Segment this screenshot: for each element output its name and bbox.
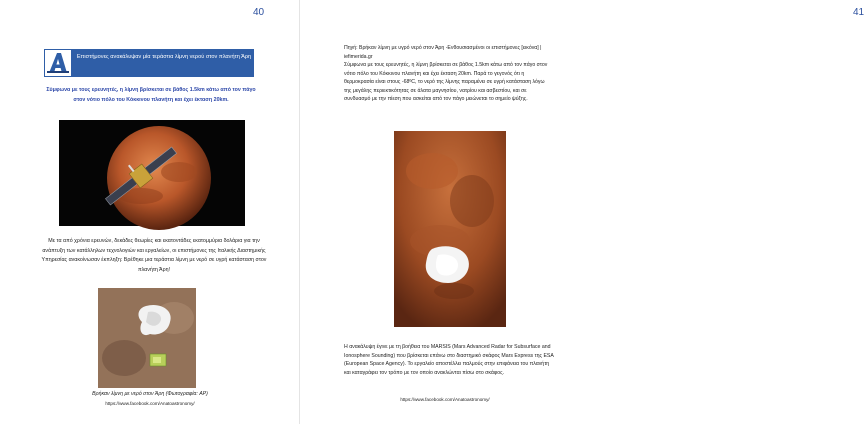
page-number-left: 40 [253,7,265,18]
source-paragraph [344,44,550,104]
mars-express-spacecraft-over-mars-photo [59,120,245,226]
left-page [0,0,300,424]
source-line: Πηγή: Βρήκαν λίμνη με υγρό νερό στον Άρη -Ενθουσιασμένοι οι επιστήμονες [εικόνα] | iefimerida.gr [344,45,542,60]
image-caption: Βρήκαν λίμνη με νερό στον Άρη (Φωτογραφία: AP) [92,391,208,397]
mars-south-pole-radar-map-photo [98,288,196,388]
letter-a-logo-icon [44,49,72,77]
page-number-right: 41 [853,7,864,18]
article-banner [44,49,254,77]
source-line: Σύμφωνα με τους ερευνητές, η λίμνη βρίσκεται σε βάθος 1.5km κάτω από τον πάγο στον νότιο πόλο του Κόκκινου πλανήτη και έχει έκταση 20km. Παρά το γεγονός ότι η θερμοκρασία είναι στους -68ºC, το νερό της λίμνης παραμένει σε υγρή κατάσταση λόγω της μεγάλης περιεκτικότητας σε άλατα μαγνησίου, νατρίου και ασβεστίου, και σε συνδυασμό με την πίεση που ασκείται από τον πάγο μειώνεται το σημείο ψύξης. [344,62,548,102]
body-paragraph-right: Η ανακάλυψη έγινε με τη βοήθεια του MARSIS (Mars Advanced Radar for Subsurface and Ionosphere Sounding) που βρίσκεται επάνω στο διαστημικό σκάφος Mars Express της ESA (European Space Agency). Το εργαλείο αποστέλλει παλμούς στην επιφάνεια του πλανήτη και καταγράφει τον τρόπο με τον οποίο ανακλώνται πίσω στο σκάφος. [344,344,554,376]
mars-south-polar-cap-globe-photo [394,131,506,327]
lead-paragraph: Σύμφωνα με τους ερευνητές, η λίμνη βρίσκεται σε βάθος 1.5km κάτω από τον πάγο στον νότιο πόλο του Κόκκινου πλανήτη και έχει έκταση 20km. [46,87,256,103]
source-url-left[interactable]: https://www.facebook.com/Anatoastronomy/ [105,401,195,406]
body-paragraph-left: Με τα από χρόνια ερευνών, δεκάδες θεωρίες και εκατοντάδες εκατομμύρια δολάρια για την ανάπτυξη των κατάλληλων τεχνολογιών και εργαλείων, οι επιστήμονες της Ιταλικής Διαστημικής Υπηρεσίας ανακοίνωσαν έκπληξη: Βρέθηκε μια τεράστια λίμνη με νερό σε υγρή κατάσταση στον πλανήτη Άρη! [41,238,267,273]
source-url-right[interactable]: https://www.facebook.com/Anatoastronomy/ [400,397,490,402]
banner-title: Επιστήμονες ανακάλυψαν μία τεράστια λίμνη νερού στον πλανήτη Άρη [76,54,252,60]
